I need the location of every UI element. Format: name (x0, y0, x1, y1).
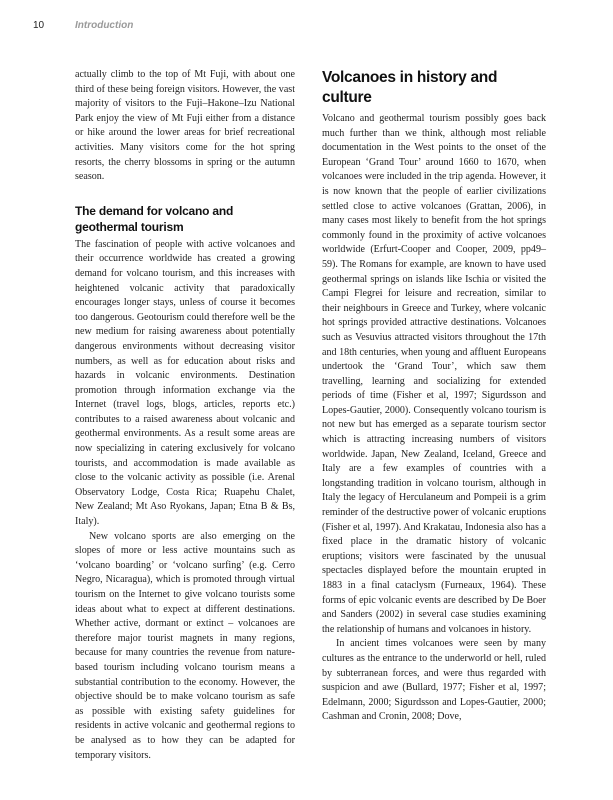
section-heading: The demand for volcano and geothermal tourism (75, 203, 234, 234)
right-column (322, 68, 546, 725)
page-number: 10 (33, 20, 45, 31)
body-paragraph: actually climb to the top of Mt Fuji, with about one third of these being foreign visitors. However, the vast majority of visitors to the Fuji–Hakone–Izu National Park enjoy the view of Mt Fuji either from a distance or hike around the lower areas for brief recreational activities. Many visitors come for the hot spring resorts, the cherry blossoms in spring or the autumn season. (75, 69, 295, 183)
running-head: Introduction (75, 20, 134, 31)
body-paragraph: In ancient times volcanoes were seen by many cultures as the entrance to the underworld or hell, ruled by subterranean forces, and were thus regarded with suspicion and awe (Bullard, 1977; Fisher et al, 1997; Edelmann, 2000; Sigurdsson and Lopes-Gautier, 2000; Cashman and Cronin, 2008; Dove, (322, 638, 546, 723)
left-column (75, 68, 295, 763)
section-heading: Volcanoes in history and culture (322, 69, 498, 106)
body-paragraph: New volcano sports are also emerging on the slopes of more or less active mountains such as ‘volcano boarding’ or ‘volcano surfing’ (e.g. Cerro Negro, Nicaragua), which is promoted through virtual tourism on the Internet to give volcano tourists some ideas about what to expect at different destinations. Whether active, dormant or extinct – volcanoes are therefore major tourist magnets in many regions, because for many countries the revenue from nature-based tourism including volcano tourism means a substantial contribution to the economy. However, the objective should be to make volcano tourism as safe as possible with existing safety guidelines for residents in active volcanic and geothermal regions to be analysed as to how they can be adapted for temporary visitors. (75, 530, 295, 761)
body-paragraph: Volcano and geothermal tourism possibly goes back much further than we think, although most reliable documentation in the West points to the onset of the European ‘Grand Tour’ around 1660 to 1670, when volcanoes were included in the trip agenda. However, it is now known that the people of earlier civilizations settled close to active volcanoes (Grattan, 2006), in many cases most likely to benefit from the hot springs commonly found in the proximity of active volcanoes worldwide (Erfurt-Cooper and Cooper, 2009, pp49–59). The Romans for example, are known to have used geothermal springs on islands like Ischia or visited the Campi Flegrei for leisure and recreation, similar to their neighbours in Greece and Turkey, where volcanic hot springs provided attractive destinations. Volcanoes such as Vesuvius attracted visitors throughout the 17th and 18th centuries, when young and affluent Europeans undertook the ‘Grand Tour’, which saw them travelling, learning and socializing for extended periods of time (Fisher et al, 1997; Sigurdsson and Lopes-Gautier, 2000). Consequently volcano tourism is not new but has emerged as a separate tourism sector which is attracting increasing numbers of visitors worldwide. Japan, New Zealand, Iceland, Greece and Italy are a few examples of countries with a longstanding tradition in volcano tourism, although in Italy the legacy of Herculaneum and Pompeii is a grim reminder of the destructive power of volcanic eruptions (Fisher et al, 1997). And Krakatau, Indonesia also has a fixed place in the dramatic history of volcanic eruptions; visitors were fascinated by the unusual spectacles displayed before the mountain erupted in 1883 in a final cataclysm (Furneaux, 1964). These forms of epic volcanic events are described by De Boer and Sanders (2002) in several case studies examining the relationship of humans and volcanoes in history. (322, 113, 546, 635)
body-paragraph: The fascination of people with active volcanoes and their occurrence worldwide has created a growing demand for volcano tourism, and this increases with heightened volcanic activity that paradoxically encourages longer stays, unless of course it becomes too dangerous. Geotourism could therefore well be the new medium for raising awareness about potentially dangerous environments without decreasing visitor numbers, as well as for education about risks and hazards in volcanic environments. Destination promotion through information exchange via the Internet (travel logs, blogs, articles, reports etc.) contributes to a raised awareness about volcanic and geothermal environments. As a result some areas are now specializing in catering exclusively for volcano tourists, and accommodation is made available as close to the volcanic activity as possible (i.e. Arenal Observatory Lodge, Costa Rica; Ruapehu Chalet, New Zealand; Mt Aso Ryokans, Japan; Etna B & Bs, Italy). (75, 238, 295, 528)
